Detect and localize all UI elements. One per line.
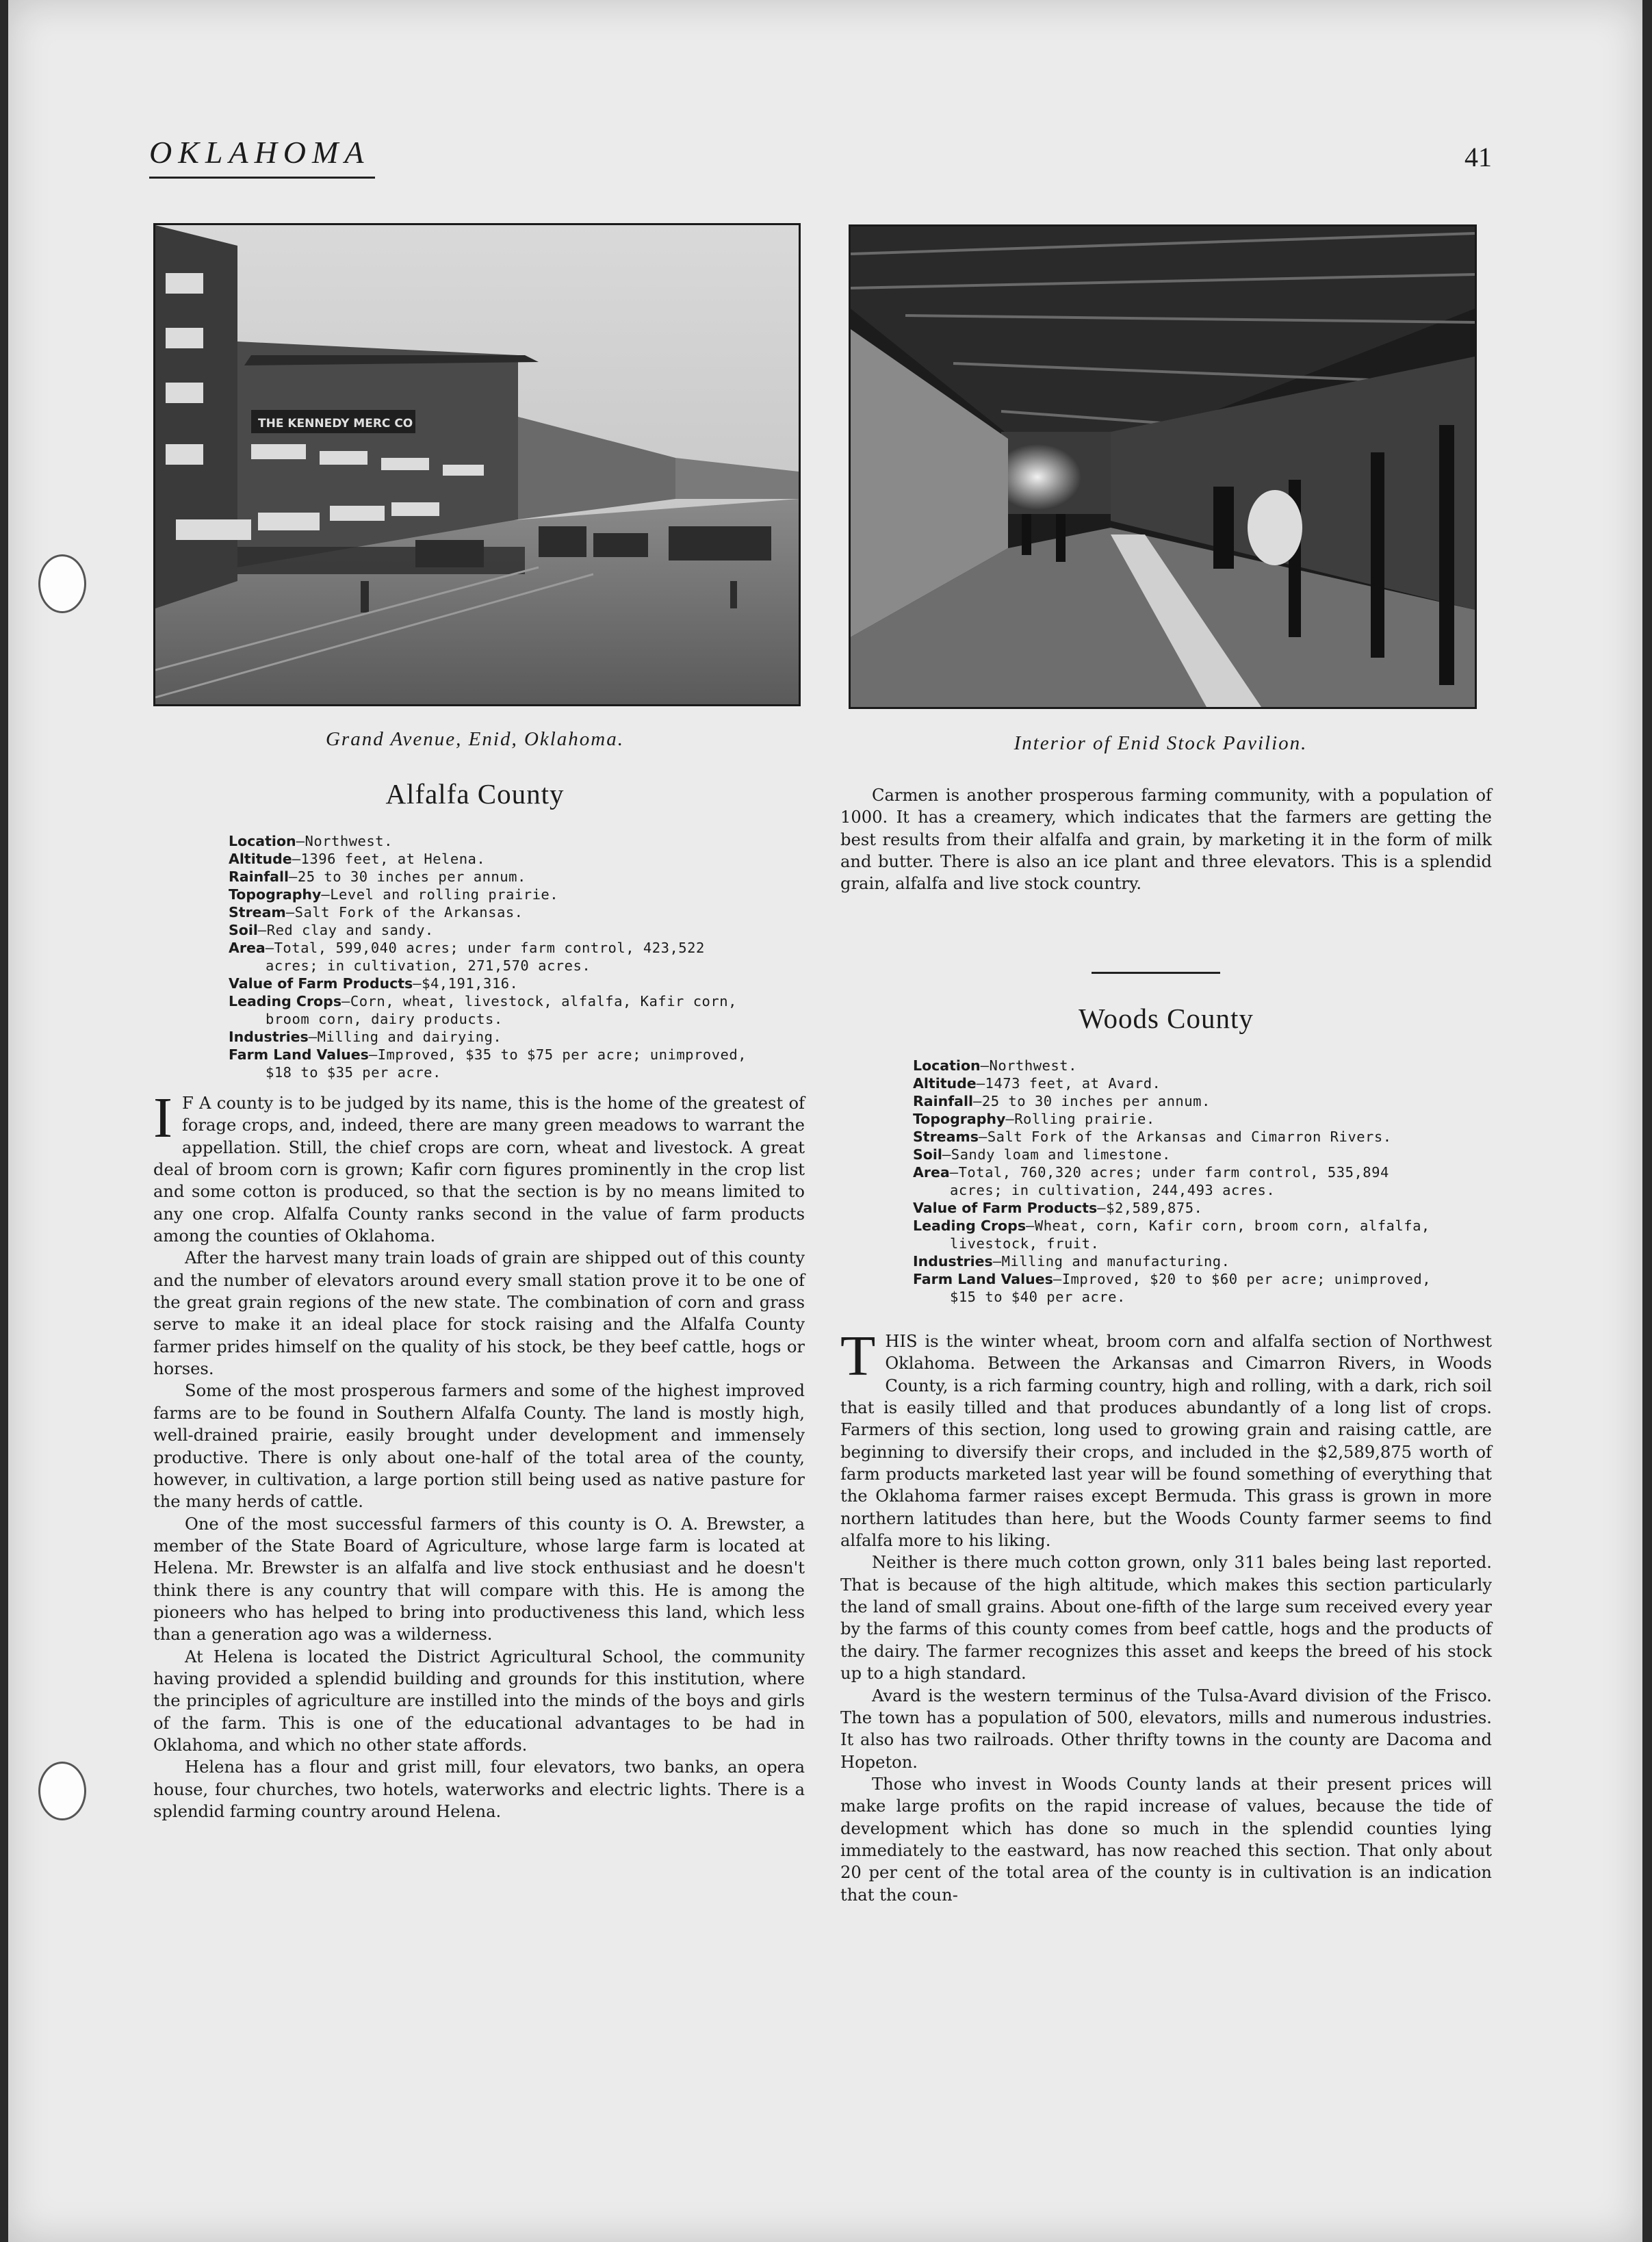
page-sheet	[8, 0, 1642, 2242]
alfalfa-fact-key: Farm Land Values	[229, 1046, 369, 1063]
alfalfa-fact-key: Soil	[229, 922, 258, 938]
woods-fact-value: Rolling prairie.	[1014, 1111, 1155, 1127]
woods-fact-dash: —	[973, 1093, 982, 1109]
woods-fact-dash: —	[949, 1164, 959, 1181]
woods-fact	[913, 1092, 1447, 1110]
alfalfa-fact-dash: —	[289, 868, 298, 885]
alfalfa-fact-key: Altitude	[229, 851, 292, 867]
alfalfa-fact-dash: —	[368, 1046, 378, 1063]
woods-fact-dash: —	[978, 1129, 988, 1145]
alfalfa-paragraph-4: One of the most successful farmers of this county is O. A. Brewster, a member of the State Board of Agriculture, whose large farm is located at Helena. Mr. Brewster is an alfalfa and live stock enthusiast and he doesn't think there is any country that will compare with this. He is among the pioneers who has helped to bring into productiveness this land, which less than a generation ago was a wilderness.	[153, 1514, 805, 1645]
woods-fact-key: Streams	[913, 1129, 979, 1145]
alfalfa-fact-dash: —	[321, 886, 331, 903]
woods-fact-key: Altitude	[913, 1075, 977, 1092]
woods-fact-value: 1473 feet, at Avard.	[985, 1075, 1161, 1092]
alfalfa-fact	[229, 1028, 756, 1046]
woods-fact	[913, 1057, 1447, 1074]
alfalfa-fact-dash: —	[285, 904, 295, 920]
alfalfa-fact-value: Salt Fork of the Arkansas.	[294, 904, 524, 920]
woods-fact-value: Milling and manufacturing.	[1001, 1253, 1230, 1270]
woods-fact-key: Location	[913, 1057, 981, 1074]
alfalfa-fact-key: Industries	[229, 1029, 309, 1045]
woods-fact	[913, 1128, 1447, 1146]
woods-fact	[913, 1110, 1447, 1128]
alfalfa-fact	[229, 850, 756, 868]
alfalfa-fact-dash: —	[413, 975, 422, 992]
woods-fact-value: Wheat, corn, Kafir corn, broom corn, alfalfa, livestock, fruit.	[950, 1217, 1430, 1252]
running-head-rule	[149, 177, 375, 179]
alfalfa-fact-dash: —	[341, 993, 350, 1009]
woods-fact-key: Rainfall	[913, 1093, 974, 1109]
woods-fact-dash: —	[1005, 1111, 1015, 1127]
alfalfa-fact	[229, 975, 756, 992]
woods-fact-value: Salt Fork of the Arkansas and Cimarron Rivers.	[987, 1129, 1392, 1145]
alfalfa-fact-value: 1396 feet, at Helena.	[300, 851, 486, 867]
woods-fact-value: Total, 760,320 acres; under farm control, 535,894 acres; in cultivation, 244,493 acres.	[950, 1164, 1389, 1198]
woods-fact	[913, 1199, 1447, 1217]
woods-drop-cap: T	[840, 1324, 876, 1388]
alfalfa-drop-cap: I	[153, 1086, 172, 1150]
alfalfa-fact-key: Rainfall	[229, 868, 289, 885]
alfalfa-body	[153, 1086, 805, 1822]
woods-county-title: Woods County	[1079, 1003, 1254, 1034]
punch-hole-upper	[38, 554, 86, 613]
woods-fact-value: Northwest.	[989, 1057, 1077, 1074]
alfalfa-facts-list	[229, 832, 756, 1081]
woods-paragraph-3: Avard is the western terminus of the Tulsa-Avard division of the Frisco. The town has a population of 500, elevators, mills and numerous industries. It also has two railroads. Other thrifty towns in the county are Dacoma and Hopeton.	[840, 1686, 1492, 1772]
alfalfa-fact	[229, 1046, 756, 1081]
woods-fact-dash: —	[992, 1253, 1002, 1270]
alfalfa-fact-value: $4,191,316.	[422, 975, 519, 992]
alfalfa-fact-key: Stream	[229, 904, 286, 920]
alfalfa-fact-key: Topography	[229, 886, 322, 903]
alfalfa-fact	[229, 939, 756, 975]
photo-stock-pavilion	[849, 224, 1477, 709]
alfalfa-fact	[229, 868, 756, 886]
alfalfa-paragraph-5: At Helena is located the District Agricultural School, the community having provided a splendid building and grounds for this institution, where the principles of agriculture are instilled into the minds of the boys and girls of the farm. This is one of the educational advantages to be had in Oklahoma, and which no other state affords.	[153, 1647, 805, 1755]
woods-paragraph-1-text: HIS is the winter wheat, broom corn and alfalfa section of Northwest Oklahoma. Between the Arkansas and Cimarron Rivers, in Woods County, is a rich farming country, high and rolling, with a dark, rich soil that is easily tilled and that produces abundantly of a long list of crops. Farmers of this section, long used to growing grain and raising cattle, are beginning to diversify their crops, and included in the $2,589,875 worth of farm products marketed last year will be found something of everything that the Oklahoma farmer raises except Bermuda. This grass is grown in more northern latitudes than here, but the Woods County farmer seems to find alfalfa more to his liking.	[840, 1332, 1492, 1551]
pavilion-interior-illustration	[851, 227, 1475, 707]
woods-fact-key: Topography	[913, 1111, 1006, 1127]
alfalfa-fact	[229, 921, 756, 939]
woods-fact	[913, 1270, 1447, 1306]
alfalfa-paragraph-1-text: F A county is to be judged by its name, this is the home of the greatest of forage crops, and, indeed, there are many green meadows to warrant the appellation. Still, the chief crops are corn, wheat and livestock. A great deal of broom corn is grown; Kafir corn figures prominently in the crop list and some cotton is produced, so that the section is by no means limited to any one crop. Alfalfa County ranks second in the value of farm products among the counties of Oklahoma.	[153, 1094, 805, 1246]
alfalfa-paragraph-1	[153, 1086, 805, 1247]
alfalfa-fact	[229, 903, 756, 921]
alfalfa-paragraph-2: After the harvest many train loads of grain are shipped out of this county and the number of elevators around every small station prove it to be one of the great grain regions of the new state. The combination of corn and grass serve to make it an ideal place for stock raising and the Alfalfa County farmer prides himself on the quality of his stock, be they beef cattle, hogs or horses.	[153, 1248, 805, 1379]
alfalfa-fact-dash: —	[265, 940, 274, 956]
carmen-body	[840, 784, 1492, 895]
woods-fact-dash: —	[980, 1057, 990, 1074]
alfalfa-fact-value: 25 to 30 inches per annum.	[297, 868, 526, 885]
alfalfa-fact-dash: —	[296, 833, 305, 849]
alfalfa-fact-value: Northwest.	[305, 833, 393, 849]
alfalfa-fact-key: Area	[229, 940, 266, 956]
photo-grand-avenue	[153, 223, 801, 706]
woods-fact-key: Industries	[913, 1253, 993, 1270]
alfalfa-fact	[229, 832, 756, 850]
alfalfa-fact-value: Total, 599,040 acres; under farm control, 423,522 acres; in cultivation, 271,570 acres.	[266, 940, 705, 974]
alfalfa-fact-value: Level and rolling prairie.	[330, 886, 559, 903]
punch-hole-lower	[38, 1762, 86, 1820]
alfalfa-paragraph-6: Helena has a flour and grist mill, four elevators, two banks, an opera house, four churches, two hotels, waterworks and electric lights. There is a splendid farming country around Helena.	[153, 1757, 805, 1821]
street-scene-illustration	[155, 225, 799, 704]
alfalfa-fact-key: Leading Crops	[229, 993, 342, 1009]
alfalfa-fact	[229, 992, 756, 1028]
woods-fact	[913, 1146, 1447, 1163]
woods-fact-dash: —	[976, 1075, 985, 1092]
woods-fact-key: Value of Farm Products	[913, 1200, 1098, 1216]
alfalfa-fact-value: Red clay and sandy.	[266, 922, 434, 938]
woods-fact-dash: —	[1097, 1200, 1107, 1216]
kennedy-sign-text: THE KENNEDY MERC CO	[258, 417, 413, 430]
alfalfa-fact-key: Value of Farm Products	[229, 975, 413, 992]
woods-fact	[913, 1217, 1447, 1252]
woods-fact-key: Area	[913, 1164, 950, 1181]
woods-fact-value: Improved, $20 to $60 per acre; unimproved, $15 to $40 per acre.	[950, 1271, 1432, 1305]
page-number: 41	[1464, 142, 1492, 172]
alfalfa-fact-value: Milling and dairying.	[317, 1029, 502, 1045]
woods-paragraph-4: Those who invest in Woods County lands at their present prices will make large profits on the rapid increase of values, because the tide of development which has done so much in the splendid counties lying immediately to the eastward, has now reached this section. That only about 20 per cent of the total area of the county is in cultivation is an indication that the coun-	[840, 1774, 1492, 1905]
alfalfa-fact-dash: —	[292, 851, 301, 867]
caption-stock-pavilion: Interior of Enid Stock Pavilion.	[1014, 732, 1308, 754]
woods-fact-dash: —	[942, 1146, 951, 1163]
woods-facts-list	[913, 1057, 1447, 1306]
alfalfa-fact-value: Corn, wheat, livestock, alfalfa, Kafir corn, broom corn, dairy products.	[266, 993, 737, 1027]
woods-fact-dash: —	[1026, 1217, 1035, 1234]
woods-body	[840, 1324, 1492, 1906]
alfalfa-fact-value: Improved, $35 to $75 per acre; unimproved, $18 to $35 per acre.	[266, 1046, 747, 1081]
woods-paragraph-2: Neither is there much cotton grown, only 311 bales being last reported. That is because of the high altitude, which makes this section particularly the land of small grains. About one-fifth of the large sum received every year by the farms of this county comes from beef cattle, hogs and the products of the dairy. The farmer recognizes this asset and keeps the breed of his stock up to a high standard.	[840, 1553, 1492, 1684]
alfalfa-fact	[229, 886, 756, 903]
caption-grand-avenue: Grand Avenue, Enid, Oklahoma.	[325, 728, 625, 750]
alfalfa-fact-key: Location	[229, 833, 296, 849]
woods-fact-key: Soil	[913, 1146, 942, 1163]
woods-fact-key: Farm Land Values	[913, 1271, 1053, 1287]
woods-fact	[913, 1074, 1447, 1092]
alfalfa-paragraph-3: Some of the most prosperous farmers and some of the highest improved farms are to be found in Southern Alfalfa County. The land is mostly high, well-drained prairie, easily brought under development and immensely productive. There is only about one-half of the total area of the county, however, in cultivation, a large portion still being used as native pasture for the many herds of cattle.	[153, 1381, 805, 1512]
woods-paragraph-1	[840, 1324, 1492, 1551]
woods-fact-value: 25 to 30 inches per annum.	[981, 1093, 1211, 1109]
section-divider	[1092, 972, 1220, 974]
woods-fact	[913, 1252, 1447, 1270]
running-head: OKLAHOMA	[149, 135, 370, 170]
carmen-paragraph: Carmen is another prosperous farming community, with a population of 1000. It has a creamery, which indicates that the farmers are getting the best results from their alfalfa and grain, by marketing it in the form of milk and butter. There is also an ice plant and three elevators. This is a splendid grain, alfalfa and live stock country.	[840, 786, 1492, 894]
woods-fact-key: Leading Crops	[913, 1217, 1027, 1234]
woods-fact	[913, 1163, 1447, 1199]
alfalfa-fact-dash: —	[308, 1029, 318, 1045]
alfalfa-fact-dash: —	[257, 922, 267, 938]
woods-fact-value: Sandy loam and limestone.	[951, 1146, 1171, 1163]
woods-fact-dash: —	[1053, 1271, 1062, 1287]
alfalfa-county-title: Alfalfa County	[385, 778, 565, 810]
woods-fact-value: $2,589,875.	[1106, 1200, 1203, 1216]
